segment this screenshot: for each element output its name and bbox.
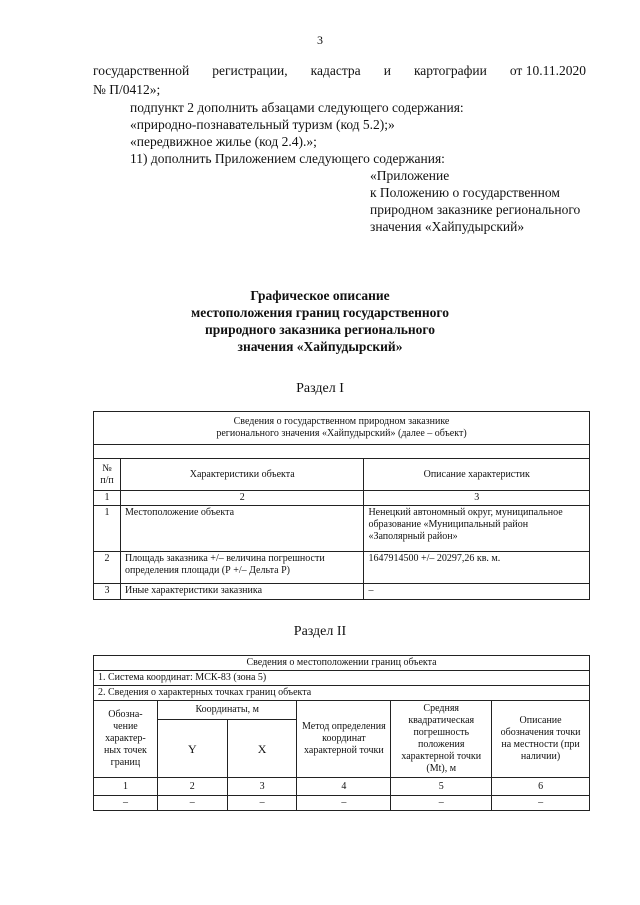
intro-line-6: 11) дополнить Приложением следующего содержания: xyxy=(130,151,445,166)
table-caption-row xyxy=(94,412,590,445)
row-description: Ненецкий автономный округ, муниципальное образование «Муниципальный район «Заполярный район» xyxy=(364,506,590,552)
appendix-ref-line-1: «Приложение xyxy=(370,168,450,183)
caption-row xyxy=(94,656,590,671)
intro-word: государственной xyxy=(93,63,190,78)
header-point-designation: Обозна- чение характер- ных точек границ xyxy=(94,701,158,778)
data-cell: – xyxy=(227,796,297,811)
index-cell: 1 xyxy=(94,491,121,506)
heading-line-1: Графическое описание xyxy=(250,288,390,303)
header-characteristics: Характеристики объекта xyxy=(120,459,363,491)
header-error: Средняя квадратическая погрешность положения характерной точки (Мt), м xyxy=(391,701,492,778)
intro-word: картографии xyxy=(413,63,487,78)
intro-word: от 10.11.2020 xyxy=(509,63,586,78)
coord-system-row xyxy=(94,671,590,686)
index-cell: 1 xyxy=(94,778,158,796)
index-cell: 3 xyxy=(227,778,297,796)
table-row xyxy=(94,584,590,600)
intro-line-1 xyxy=(93,63,586,79)
intro-word: и xyxy=(383,63,391,78)
header-point-description: Описание обозначения точки на местности (при наличии) xyxy=(492,701,590,778)
page-number: 3 xyxy=(317,33,323,47)
data-cell: – xyxy=(492,796,590,811)
document-heading xyxy=(0,287,640,355)
heading-line-3: природного заказника регионального xyxy=(205,322,435,337)
boundary-points-table xyxy=(93,655,590,811)
appendix-ref-line-4: значения «Хайпудырский» xyxy=(370,219,525,234)
boundary-caption: Сведения о местоположении границ объекта xyxy=(94,656,590,671)
intro-line-2: № П/0412»; xyxy=(93,82,161,97)
table-row xyxy=(94,796,590,811)
section-1-title: Раздел I xyxy=(296,381,344,396)
table-row xyxy=(94,506,590,552)
coord-system: 1. Система координат: МСК-83 (зона 5) xyxy=(94,671,590,686)
header-description: Описание характеристик xyxy=(364,459,590,491)
index-cell: 2 xyxy=(157,778,227,796)
index-cell: 2 xyxy=(120,491,363,506)
data-cell: – xyxy=(391,796,492,811)
table-header-row xyxy=(94,459,590,491)
table-row xyxy=(94,552,590,584)
header-method: Метод определения координат характерной точки xyxy=(297,701,391,778)
intro-line-3: подпункт 2 дополнить абзацами следующего содержания: xyxy=(130,100,464,115)
spacer-row xyxy=(94,445,590,459)
row-characteristic: Местоположение объекта xyxy=(120,506,363,552)
row-num: 1 xyxy=(94,506,121,552)
row-characteristic: Иные характеристики заказника xyxy=(120,584,363,600)
index-row xyxy=(94,778,590,796)
row-num: 3 xyxy=(94,584,121,600)
table-caption-line-1: Сведения о государственном природном заказнике xyxy=(233,416,450,427)
appendix-ref-line-3: природном заказнике регионального xyxy=(370,202,581,217)
appendix-ref-line-2: к Положению о государственном xyxy=(370,185,560,200)
intro-line-4: «природно-познавательный туризм (код 5.2);» xyxy=(130,117,395,132)
index-cell: 5 xyxy=(391,778,492,796)
table-caption xyxy=(94,412,590,445)
intro-line-5: «передвижное жилье (код 2.4).»; xyxy=(130,134,317,149)
row-num: 2 xyxy=(94,552,121,584)
index-cell: 3 xyxy=(364,491,590,506)
row-description: – xyxy=(364,584,590,600)
table-caption-line-2: регионального значения «Хайпудырский» (далее – объект) xyxy=(216,428,467,439)
row-description: 1647914500 +/– 20297,26 кв. м. xyxy=(364,552,590,584)
points-info: 2. Сведения о характерных точках границ объекта xyxy=(94,686,590,701)
index-cell: 6 xyxy=(492,778,590,796)
intro-word: кадастра xyxy=(310,63,361,78)
index-row xyxy=(94,491,590,506)
intro-word: регистрации, xyxy=(212,63,288,78)
header-row-top xyxy=(94,701,590,720)
header-y: Y xyxy=(157,720,227,778)
index-cell: 4 xyxy=(297,778,391,796)
object-info-table xyxy=(93,411,590,600)
section-2-title: Раздел II xyxy=(293,624,347,639)
points-info-row xyxy=(94,686,590,701)
row-characteristic: Площадь заказника +/– величина погрешности определения площади (Р +/– Дельта Р) xyxy=(120,552,363,584)
heading-line-2: местоположения границ государственного xyxy=(191,305,449,320)
data-cell: – xyxy=(94,796,158,811)
data-cell: – xyxy=(297,796,391,811)
header-x: X xyxy=(227,720,297,778)
header-coordinates: Координаты, м xyxy=(157,701,297,720)
heading-line-4: значения «Хайпудырский» xyxy=(237,339,403,354)
spacer-cell xyxy=(94,445,590,459)
data-cell: – xyxy=(157,796,227,811)
header-num: № п/п xyxy=(94,459,121,491)
